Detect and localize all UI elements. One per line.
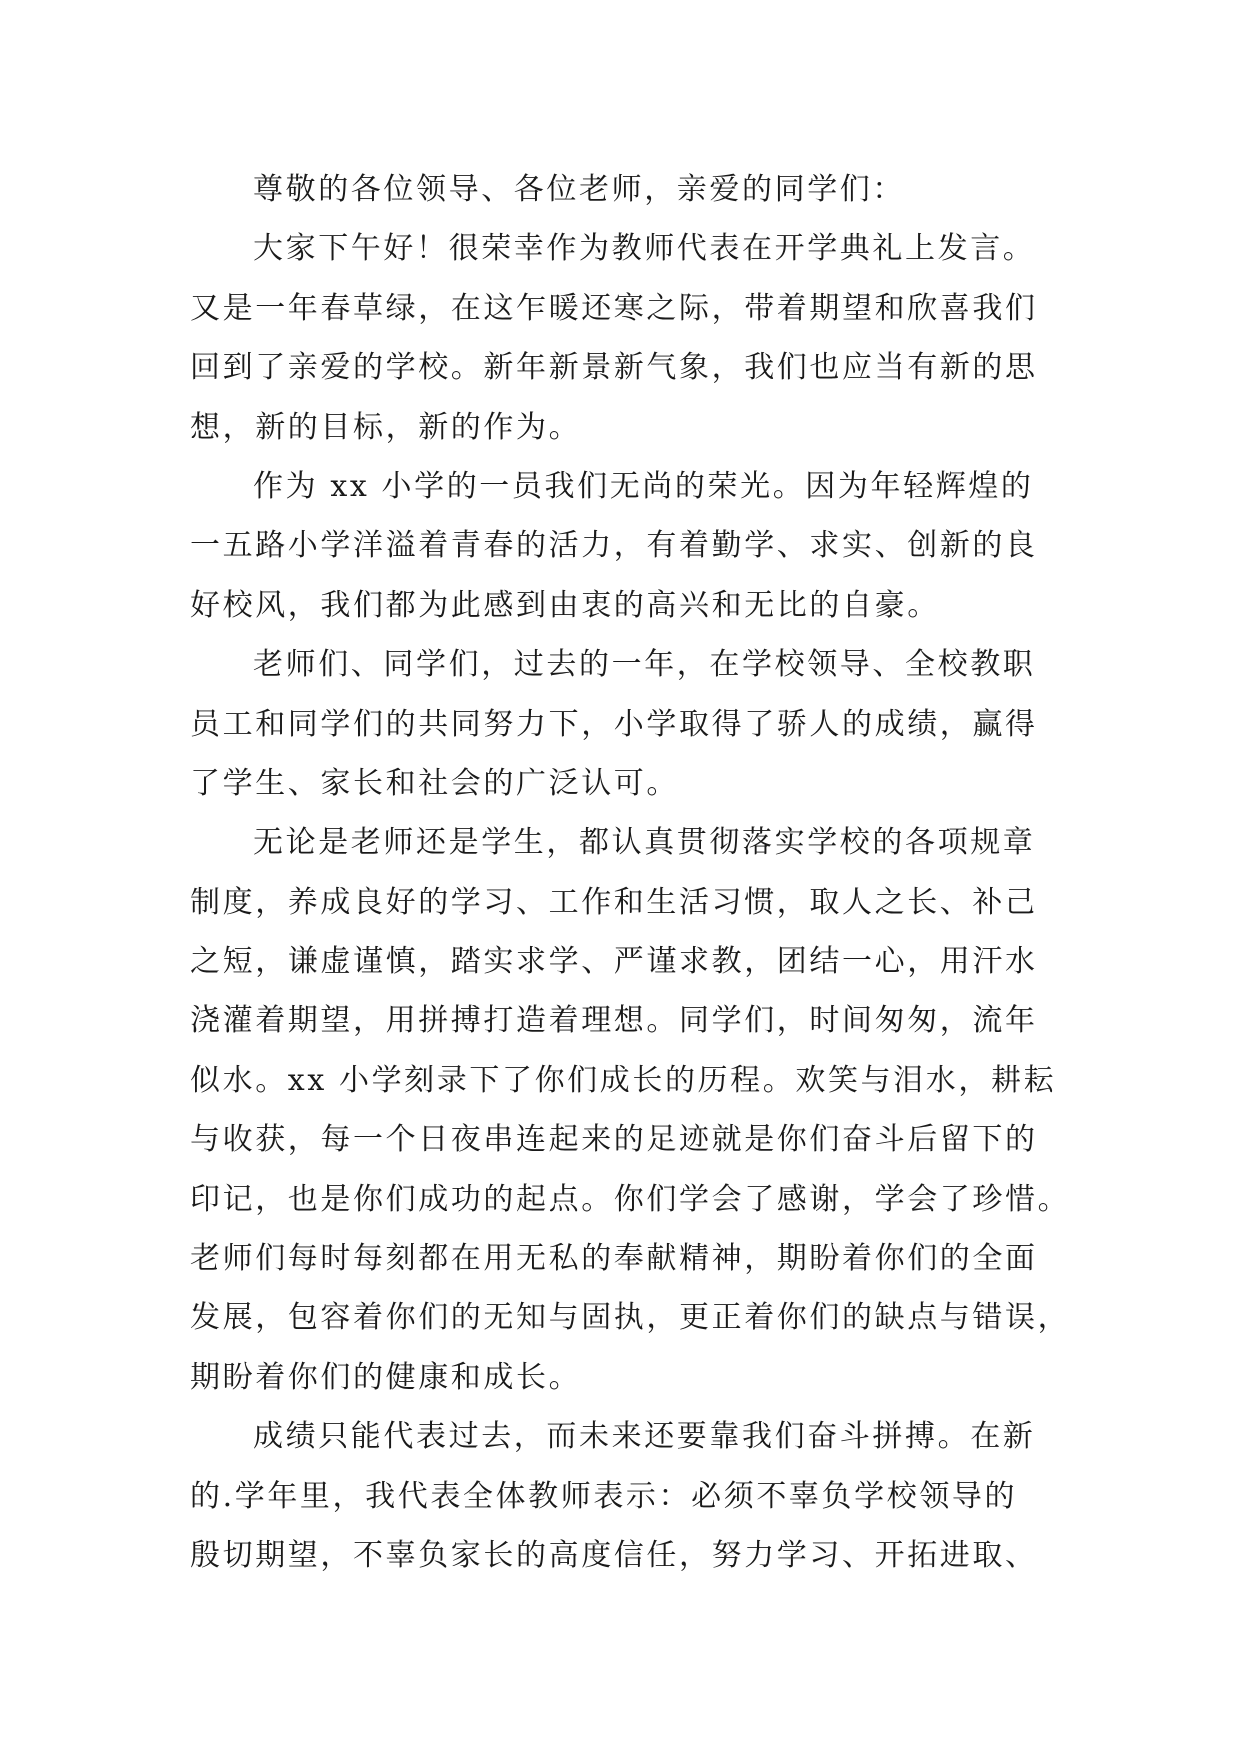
paragraph-line: 了学生、家长和社会的广泛认可。 xyxy=(190,765,679,801)
paragraph-line: 老师们每时每刻都在用无私的奉献精神，期盼着你们的全面 xyxy=(190,1241,1038,1277)
salutation-line: 尊敬的各位领导、各位老师，亲爱的同学们： xyxy=(253,172,905,207)
speech-body xyxy=(190,160,1070,1585)
paragraph-line: 印记，也是你们成功的起点。你们学会了感谢，学会了珍惜。 xyxy=(190,1181,1071,1217)
paragraph-line: 无论是老师还是学生，都认真贯彻落实学校的各项规章 xyxy=(253,825,1036,861)
paragraph-line: 想，新的目标，新的作为。 xyxy=(190,409,582,445)
paragraph-line: 与收获，每一个日夜串连起来的足迹就是你们奋斗后留下的 xyxy=(190,1122,1038,1158)
paragraph-line: 回到了亲爱的学校。新年新景新气象，我们也应当有新的思 xyxy=(190,350,1038,386)
paragraph-line: 制度，养成良好的学习、工作和生活习惯，取人之长、补己 xyxy=(190,884,1038,920)
paragraph-line: 期盼着你们的健康和成长。 xyxy=(190,1359,582,1395)
paragraph-line: 发展，包容着你们的无知与固执，更正着你们的缺点与错误， xyxy=(190,1300,1071,1336)
paragraph-line: 又是一年春草绿，在这乍暖还寒之际，带着期望和欣喜我们 xyxy=(190,290,1038,326)
paragraph-line: 似水。xx 小学刻录下了你们成长的历程。欢笑与泪水，耕耘 xyxy=(190,1062,1057,1098)
paragraph-line: 的.学年里，我代表全体教师表示：必须不辜负学校领导的 xyxy=(190,1478,1018,1514)
paragraph-line: 浇灌着期望，用拼搏打造着理想。同学们，时间匆匆，流年 xyxy=(190,1003,1038,1039)
paragraph-line: 成绩只能代表过去，而未来还要靠我们奋斗拼搏。在新 xyxy=(253,1419,1036,1455)
paragraph-line: 大家下午好！很荣幸作为教师代表在开学典礼上发言。 xyxy=(253,231,1036,267)
paragraph-line: 员工和同学们的共同努力下，小学取得了骄人的成绩，赢得 xyxy=(190,706,1038,742)
paragraph-line: 老师们、同学们，过去的一年，在学校领导、全校教职 xyxy=(253,647,1036,683)
paragraph-line: 好校风，我们都为此感到由衷的高兴和无比的自豪。 xyxy=(190,587,940,623)
paragraph-line: 一五路小学洋溢着青春的活力，有着勤学、求实、创新的良 xyxy=(190,528,1038,564)
paragraph-line: 殷切期望，不辜负家长的高度信任，努力学习、开拓进取、 xyxy=(190,1537,1038,1573)
paragraph-line: 作为 xx 小学的一员我们无尚的荣光。因为年轻辉煌的 xyxy=(253,468,1034,504)
paragraph-line: 之短，谦虚谨慎，踏实求学、严谨求教，团结一心，用汗水 xyxy=(190,944,1038,980)
